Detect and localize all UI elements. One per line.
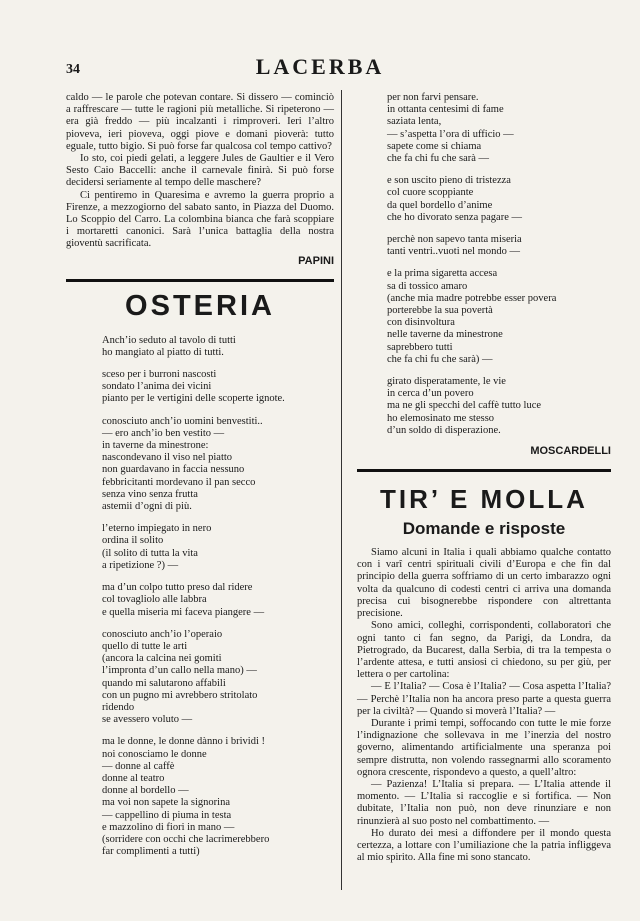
poem-line: e mazzolino di fiori in mano —	[102, 821, 235, 833]
paragraph: Ho durato dei mesi a diffondere per il mondo questa certezza, a lottare con l’umiliazione che la patria infliggeva al mio spirito. Alla fine mi sono stancato.	[357, 827, 611, 864]
poem-line: per non farvi pensare.	[387, 92, 479, 103]
poem-line: sceso per i burroni nascosti	[102, 369, 217, 381]
paragraph: Ci pentiremo in Quaresima e avremo la guerra proprio a Firenze, a mezzogiorno del sabato santo, in Piazza del Duomo. Lo Scoppio del Carro. La colombina bianca che farà scoppiare i mortaretti canonici. Sarà l’unica battaglia della nostra gioventù sacrificata.	[66, 189, 334, 250]
poem-line: con disinvoltura	[387, 317, 455, 329]
poem-line: — cappellino di piuma in testa	[102, 809, 232, 821]
poem-line: l’impronta d’un callo nella mano) —	[102, 665, 257, 677]
masthead: LACERBA	[255, 54, 385, 79]
poem-line: ma le donne, le donne dànno i brividi !	[102, 736, 266, 748]
poem-line: nascondevano il viso nel piatto	[102, 452, 233, 464]
paragraph: Durante i primi tempi, soffocando con tutte le mie forze l’indignazione che sollevava in me l’inerzia del nostro governo, alimentando artificialmente una speranza poi sempre distrutta, non volendo rassegnarmi allo scoramento ognora crescente, rispondevo a questo, a quell’altro:	[357, 717, 611, 778]
poem-stanza	[102, 416, 334, 514]
poem-stanza	[387, 268, 611, 366]
poem-line: sondato l’anima dei vicini	[102, 381, 212, 393]
poem-stanza	[387, 175, 611, 224]
poem-line: ma d’un colpo tutto preso dal ridere	[102, 582, 253, 594]
poem-line: che ho divorato senza pagare —	[387, 211, 522, 223]
poem-line: (il solito di tutta la vita	[102, 547, 198, 559]
poem-line: febbricitanti mordevano il pan secco	[102, 476, 256, 488]
poem-line: a ripetizione ?) —	[102, 559, 179, 571]
poem-line: pianto per le vertigini delle scoperte ignote.	[102, 393, 285, 405]
poem-line: conosciuto anch’io uomini benvestiti..	[102, 415, 263, 427]
poem-stanza	[387, 376, 611, 437]
poem-stanza	[102, 736, 334, 858]
poem-line: e quella miseria mi faceva piangere —	[102, 606, 265, 618]
section-divider	[66, 279, 334, 282]
poem-line: che fa chi fu che sarà) —	[387, 353, 493, 365]
poem-line: nelle taverne da minestrone	[387, 329, 503, 341]
paragraph: Siamo alcuni in Italia i quali abbiamo qualche contatto con i varî centri spirituali civili d’Europa e che fin dal principio della guerra soffriamo di un certo imbarazzo ogni volta da qualcuno di codesti centri ci arriva una domanda precisa cui bisognerebbe rispondere con altrettanta precisione.	[357, 547, 611, 620]
poem-line: d’un soldo di disperazione.	[387, 424, 501, 436]
poem-line: ho mangiato al piatto di tutti.	[102, 346, 224, 358]
poem-stanza	[102, 335, 334, 359]
poem-line: (ancora la calcina nei gomiti	[102, 653, 222, 665]
poem-line: ma ne gli specchi del caffè tutto luce	[387, 400, 542, 412]
poem-line: — ero anch’io ben vestito —	[102, 427, 225, 439]
poem-line: ordina il solito	[102, 535, 164, 547]
poem-line: l’eterno impiegato in nero	[102, 523, 212, 535]
poem-line: senza vino senza frutta	[102, 488, 198, 500]
osteria-poem-continued	[357, 92, 611, 437]
article-title-osteria: OSTERIA	[125, 289, 275, 322]
poem-line: astemii d’ogni di più.	[102, 501, 192, 513]
paragraph: — E l’Italia? — Cosa è l’Italia? — Cosa aspetta l’Italia? — Perchè l’Italia non ha ancora preso parte a questa guerra per la civiltà? — Quando si moverà l’Italia? —	[357, 681, 611, 717]
paragraph: — Pazienza! L’Italia si prepara. — L’Italia attende il momento. — L’Italia si raccoglie e si fortifica. — Non dubitate, l’Italia non può, non deve rinunziare e non rinunzierà al suo posto nel combattimento. —	[357, 778, 611, 827]
signature-moscardelli: MOSCARDELLI	[530, 445, 611, 458]
poem-line: in taverne da minestrone:	[102, 440, 209, 452]
section-divider	[357, 469, 611, 472]
poem-stanza	[387, 234, 611, 258]
poem-line: tanti ventri..vuoti nel mondo —	[387, 246, 520, 258]
poem-line: perchè non sapevo tanta miseria	[387, 234, 522, 246]
poem-line: noi conosciamo le donne	[102, 748, 207, 760]
poem-line: far complimenti a tutti)	[102, 846, 200, 858]
poem-stanza	[102, 629, 334, 727]
paragraph: caldo — le parole che potevan contare. Si dissero — cominciò a raffrescare — tutte le ragioni più metalliche. Si ripeterono — era già freddo — più incalzanti i rimproveri. Ieri l’altro pioveva, ieri pioveva, oggi piove e domani pioverà: tutto eguale, tutto bigio. Si può forse far qualcosa col tempo cattivo?	[66, 92, 334, 152]
poem-line: saprebbero tutti	[387, 341, 453, 353]
column-rule	[341, 90, 342, 890]
poem-line: sapete come si chiama	[387, 140, 482, 152]
poem-line: che fa chi fu che sarà —	[387, 153, 490, 165]
poem-line: non guardavano in faccia nessuno	[102, 464, 245, 476]
poem-line: girato disperatamente, le vie	[387, 376, 506, 388]
poem-line: quando mi salutarono affabili	[102, 677, 226, 689]
poem-stanza	[387, 92, 611, 165]
poem-stanza	[102, 369, 334, 406]
poem-line: da quel bordello d’anime	[387, 199, 493, 211]
osteria-poem	[66, 335, 334, 859]
poem-line: — donne al caffè	[102, 760, 175, 772]
poem-stanza	[102, 523, 334, 572]
poem-line: e son uscito pieno di tristezza	[387, 175, 511, 187]
right-column	[357, 92, 611, 864]
poem-line: (sorridere con occhi che lacrimerebbero	[102, 833, 270, 845]
article-title-tirmolla: TIR’ E MOLLA	[380, 484, 588, 515]
poem-line: ridendo	[102, 701, 135, 713]
article-subtitle: Domande e risposte	[402, 519, 566, 539]
poem-stanza	[102, 582, 334, 619]
tirmolla-text	[357, 547, 611, 864]
poem-line: se avessero voluto —	[102, 714, 193, 726]
poem-line: saziata lenta,	[387, 116, 442, 128]
poem-line: donne al teatro	[102, 772, 165, 784]
poem-line: in ottanta centesimi di fame	[387, 104, 504, 116]
paragraph: Sono amici, colleghi, corrispondenti, collaboratori che ogni tanto ci fan segno, da Parigi, da Londra, da Pietrogrado, da Bucarest, dalla Serbia, di tra la tempesta o l’ardente attesa, e tutti ansiosi ci chiedono, su per giù, per lettera o per cartolina:	[357, 620, 611, 681]
poem-line: ma voi non sapete la signorina	[102, 797, 231, 809]
poem-line: con un pugno mi avrebbero stritolato	[102, 689, 258, 701]
poem-line: col tovagliolo alle labbra	[102, 594, 207, 606]
page-number: 34	[66, 62, 80, 77]
signature-papini: PAPINI	[298, 254, 334, 267]
poem-line: donne al bordello —	[102, 785, 189, 797]
poem-line: (anche mia madre potrebbe esser povera	[387, 292, 557, 304]
poem-line: quello di tutte le arti	[102, 640, 188, 652]
poem-line: ho elemosinato me stesso	[387, 412, 495, 424]
left-column	[66, 92, 334, 868]
poem-line: — s’aspetta l’ora di ufficio —	[387, 128, 514, 140]
paragraph: Io sto, coi piedi gelati, a leggere Jules de Gaultier e il Vero Sesto Caio Baccelli: anche il carnevale finirà. Si può forse decidersi seriamente al tempo delle maschere?	[66, 153, 334, 189]
poem-line: e la prima sigaretta accesa	[387, 268, 498, 280]
poem-line: conosciuto anch’io l’operaio	[102, 628, 223, 640]
poem-line: sa di tossico amaro	[387, 280, 468, 292]
poem-line: porterebbe la sua povertà	[387, 305, 493, 317]
poem-line: in cerca d’un povero	[387, 388, 474, 400]
poem-line: Anch’io seduto al tavolo di tutti	[102, 334, 236, 346]
poem-line: col cuore scoppiante	[387, 187, 474, 199]
papini-text	[66, 92, 334, 251]
